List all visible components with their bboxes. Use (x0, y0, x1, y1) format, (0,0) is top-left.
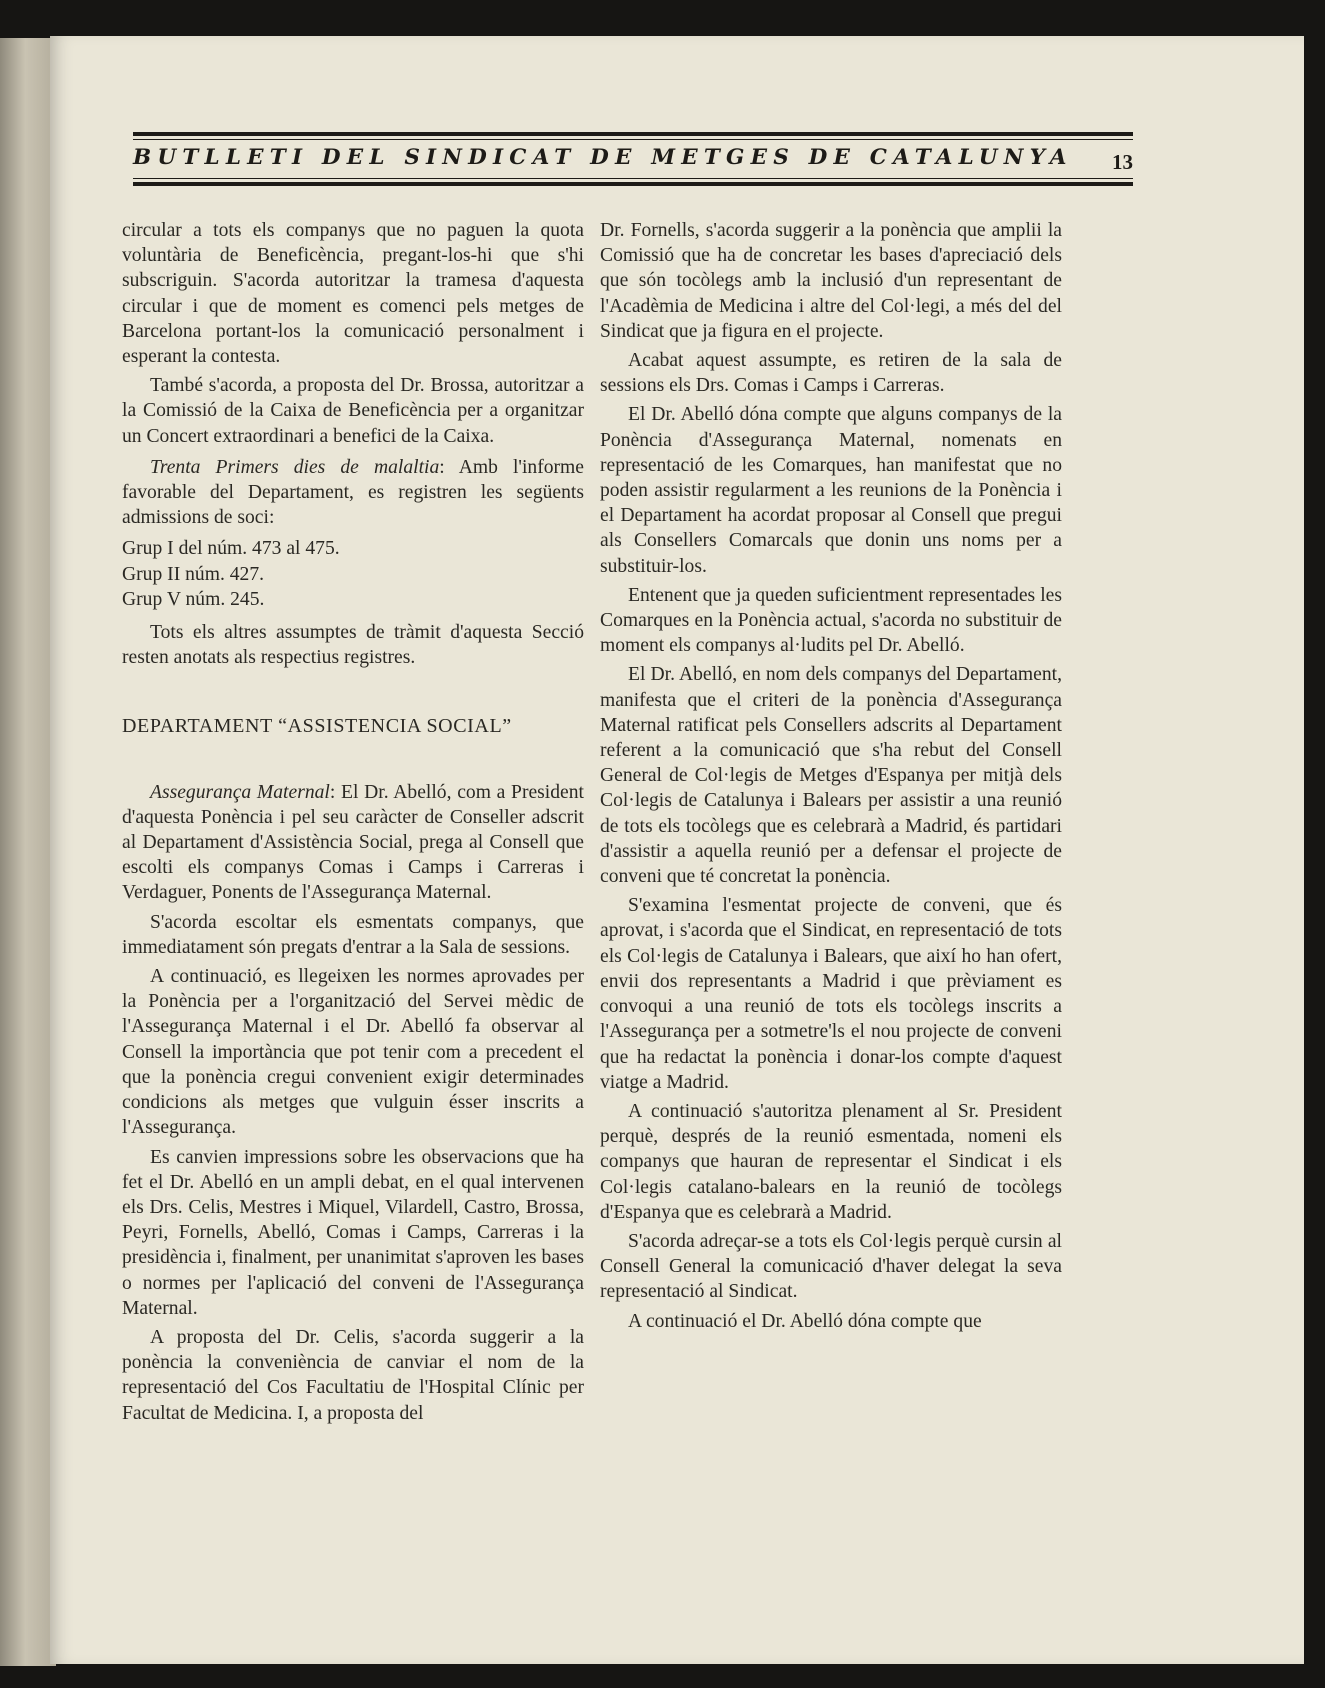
paragraph: Acabat aquest assumpte, es retiren de la sala de sessions els Drs. Comas i Camps i Carreras. (600, 350, 1062, 397)
running-header (133, 92, 1133, 204)
list-item: Grup II núm. 427. (122, 563, 265, 585)
paragraph: El Dr. Abelló, en nom dels companys del Departament, manifesta que el criteri de la ponència d'Assegurança Maternal ratificat pels Consellers adscrits al Departament referent a la comunicació que s'ha rebut del Consell General de Col·legis de Metges d'Espanya per mitjà dels Col·legis de Catalunya i Balears per assistir a una reunió de tots els tocòlegs que es celebrarà a Madrid, és partidari d'assistir a aquella reunió per a defensar el projecte de conveni que té concretat la ponència. (600, 664, 1062, 888)
paragraph-text: : Amb l'informe favorable del Departament, es registren les següents admissions de soci: (122, 456, 584, 529)
paragraph-text: : El Dr. Abelló, com a President d'aquesta Ponència i pel seu caràcter de Conseller adscrit al Departament d'Assistència Social, prega al Consell que escolti els companys Comas i Camps i Carreras i Verdaguer, Ponents de l'Assegurança Maternal. (122, 781, 584, 904)
right-column (600, 218, 1062, 1338)
page-number: 13 (1112, 150, 1133, 174)
paragraph: S'examina l'esmentat projecte de conveni, que és aprovat, i s'acorda que el Sindicat, en representació de tots els Col·legis de Catalunya i Balears, que així ho han ofert, envii dos representants a Madrid i que prèviament es convoqui a una reunió de tots els tocòlegs inscrits a l'Assegurança per a sotmetre'ls el nou projecte de conveni que ha redactat la ponència i donar-los compte d'aquest viatge a Madrid. (600, 895, 1062, 1093)
header-rule-top (133, 132, 1133, 136)
paragraph: A continuació el Dr. Abelló dóna compte que (628, 1310, 982, 1332)
left-column (122, 218, 584, 1430)
previous-page-edge (0, 38, 56, 1666)
paragraph: Dr. Fornells, s'acorda suggerir a la ponència que amplii la Comissió que ha de concretar les bases d'apreciació dels que són tocòlegs amb la inclusió d'un representant de l'Acadèmia de Medicina i altre del Col·legi, a més del del Sindicat que ja figura en el projecte. (600, 220, 1062, 342)
paragraph: S'acorda escoltar els esmentats companys, que immediatament són pregats d'entrar a la Sala de sessions. (122, 911, 584, 958)
paragraph-title: Trenta Primers dies de malaltia (150, 456, 440, 478)
paragraph-title: Assegurança Maternal (150, 781, 330, 803)
paragraph: El Dr. Abelló dóna compte que alguns companys de la Ponència d'Assegurança Maternal, nomenats en representació de les Comarques, han manifestat que no poden assistir regularment a les reunions de la Ponència i el Departament ha acordat proposar al Consell que pregui als Consellers Comarcals que donin uns noms per a substituir-los. (600, 404, 1062, 577)
paragraph (122, 780, 584, 906)
paragraph: circular a tots els companys que no paguen la quota voluntària de Beneficència, pregant-los-hi que s'hi subscriguin. S'acorda autoritzar la tramesa d'aquesta circular i que de moment es comenci pels metges de Barcelona portant-los la comunicació personalment i esperant la contesta. (122, 220, 584, 368)
header-rule-bottom-thin (133, 178, 1133, 179)
paragraph: Tots els altres assumptes de tràmit d'aquesta Secció resten anotats als respectius registres. (122, 622, 584, 669)
paragraph (122, 455, 584, 531)
journal-title: BUTLLETI DEL SINDICAT DE METGES DE CATALUNYA (133, 145, 1073, 170)
paragraph: Entenent que ja queden suficientment representades les Comarques en la Ponència actual, s'acorda no substituir de moment els companys al·ludits pel Dr. Abelló. (600, 584, 1062, 657)
header-rule-top-thin (133, 139, 1133, 140)
list-item: Grup V núm. 245. (122, 588, 265, 610)
paragraph: A continuació, es llegeixen les normes aprovades per la Ponència per a l'organització del Servei mèdic de l'Assegurança Maternal i el Dr. Abelló fa observar al Consell la importància que pot tenir com a precedent el que la ponència cregui convenient exigir determinades condicions als metges que vulguin ésser inscrits a l'Assegurança. (122, 966, 584, 1139)
paragraph: A continuació s'autoritza plenament al Sr. President perquè, després de la reunió esmentada, nomeni els companys que hauran de representar el Sindicat i els Col·legis catalano-balears en la reunió de tocòlegs d'Espanya que es celebrarà a Madrid. (600, 1100, 1062, 1223)
header-rule-bottom (133, 182, 1133, 186)
section-heading: DEPARTAMENT “ASSISTENCIA SOCIAL” (122, 715, 512, 738)
list-item: Grup I del núm. 473 al 475. (122, 538, 340, 560)
paragraph: A proposta del Dr. Celis, s'acorda suggerir a la ponència la conveniència de canviar el nom de la representació del Cos Facultatiu de l'Hospital Clínic per Facultat de Medicina. I, a proposta del (122, 1326, 584, 1424)
paragraph: S'acorda adreçar-se a tots els Col·legis perquè cursin al Consell General la comunicació d'haver delegat la seva representació al Sindicat. (600, 1230, 1062, 1303)
paragraph: Es canvien impressions sobre les observacions que ha fet el Dr. Abelló en un ampli debat, en el qual intervenen els Drs. Celis, Mestres i Miquel, Vilardell, Castro, Brossa, Peyri, Fornells, Abelló, Comas i Camps, Carreras i la presidència i, finalment, per unanimitat s'aproven les bases o normes per l'aplicació del conveni de l'Assegurança Maternal. (122, 1146, 584, 1319)
paragraph: També s'acorda, a proposta del Dr. Brossa, autoritzar a la Comissió de la Caixa de Beneficència per a organitzar un Concert extraordinari a benefici de la Caixa. (122, 375, 584, 447)
